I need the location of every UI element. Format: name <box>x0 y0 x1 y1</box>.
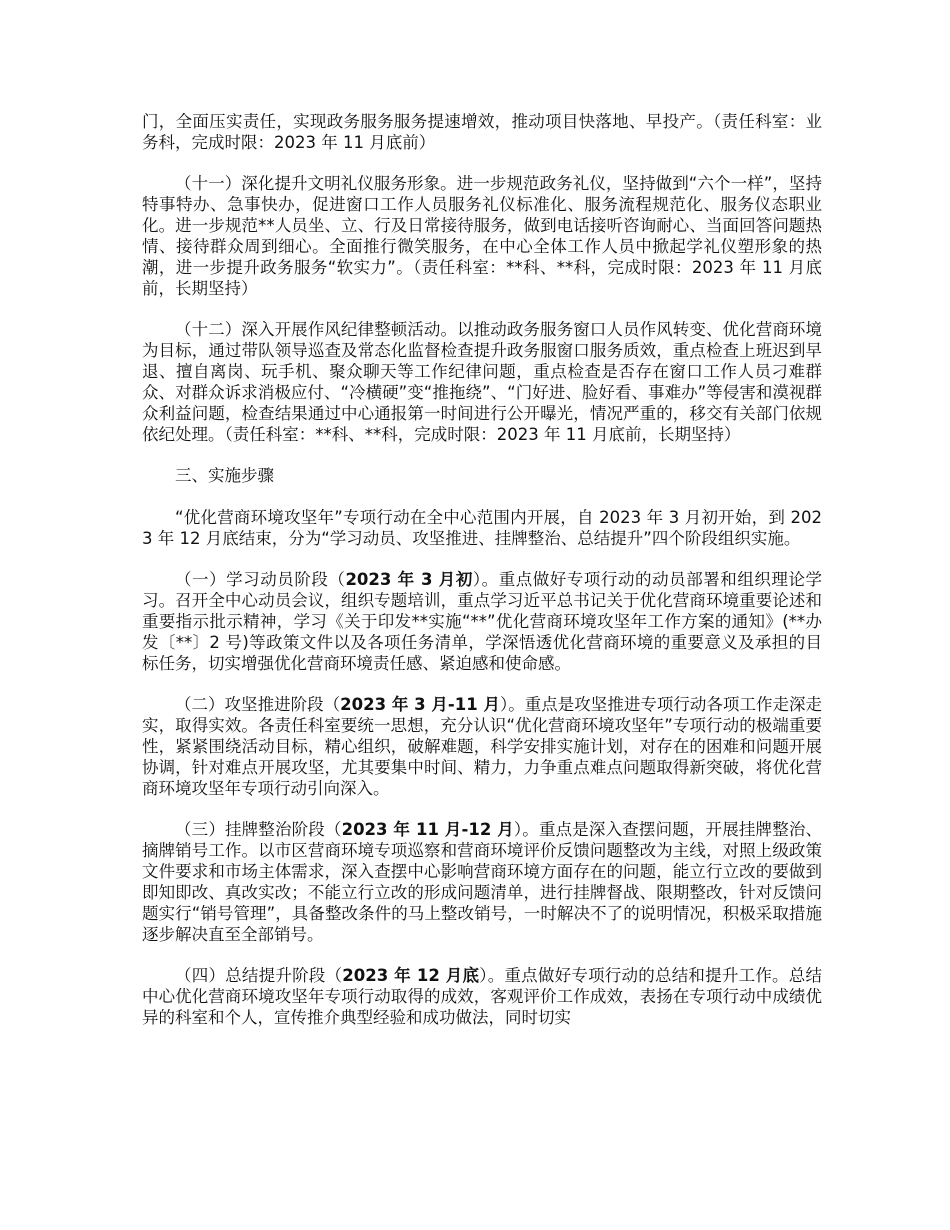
paragraph-stage-4 <box>142 965 822 1028</box>
section-heading-implementation-steps: 三、实施步骤 <box>175 466 274 485</box>
paragraph-stage-2 <box>142 694 822 799</box>
stage-3-date: 2023 年 11 月-12 月 <box>341 820 514 839</box>
document-page <box>142 111 822 1048</box>
paragraph-implementation-overview: “优化营商环境攻坚年”专项行动在全中心范围内开展，自 2023 年 3 月初开始，到 2023 年 12 月底结束，分为“学习动员、攻坚推进、挂牌整治、总结提升”四个阶段组织实施。 <box>142 508 822 548</box>
stage-1-text: ）。重点做好专项行动的动员部署和组织理论学习。召开全中心动员会议，组织专题培训，重点学习近平总书记关于优化营商环境重要论述和重要指示批示精神，学习《关于印发**实施“**”优化营商环境攻坚年工作方案的通知》(**办发〔**〕2 号)等政策文件以及各项任务清单，学深悟透优化营商环境的重要意义及承担的目标任务，切实增强优化营商环境责任感、紧迫感和使命感。 <box>142 570 823 673</box>
stage-4-lead: （四）总结提升阶段（ <box>175 966 343 985</box>
stage-3-lead: （三）挂牌整治阶段（ <box>175 820 342 839</box>
stage-3-text: ）。重点是深入查摆问题，开展挂牌整治、摘牌销号工作。以市区营商环境专项巡察和营商环境评价反馈问题整改为主线，对照上级政策文件要求和市场主体需求，深入查摆中心影响营商环境方面存在的问题，能立行立改的要做到即知即改、真改实改；不能立行立改的形成问题清单，进行挂牌督战、限期整改，针对反馈问题实行“销号管理”，具备整改条件的马上整改销号，一时解决不了的说明情况，积极采取措施逐步解决直至全部销号。 <box>142 820 823 944</box>
stage-1-date: 2023 年 3 月初 <box>345 570 473 589</box>
paragraph-stage-3 <box>142 819 822 945</box>
paragraph-item-11: （十一）深化提升文明礼仪服务形象。进一步规范政务礼仪，坚持做到“六个一样”，坚持特事特办、急事快办，促进窗口工作人员服务礼仪标准化、服务流程规范化、服务仪态职业化。进一步规范**人员坐、立、行及日常接待服务，做到电话接听咨询耐心、当面回答问题热情、接待群众周到细心。全面推行微笑服务，在中心全体工作人员中掀起学礼仪塑形象的热潮，进一步提升政务服务“软实力”。（责任科室：**科、**科，完成时限：2023 年 11 月底前，长期坚持） <box>142 174 822 298</box>
stage-2-lead: （二）攻坚推进阶段（ <box>175 695 341 714</box>
paragraph-item-12: （十二）深入开展作风纪律整顿活动。以推动政务服务窗口人员作风转变、优化营商环境为目标，通过带队领导巡查及常态化监督检查提升政务服窗口服务质效，重点检查上班迟到早退、擅自离岗、玩手机、聚众聊天等工作纪律问题，重点检查是否存在窗口工作人员刁难群众、对群众诉求消极应付、“冷横硬”变“推拖绕”、“门好进、脸好看、事难办”等侵害和漠视群众利益问题，检查结果通过中心通报第一时间进行公开曝光，情况严重的，移交有关部门依规依纪处理。（责任科室：**科、**科，完成时限：2023 年 11 月底前，长期坚持） <box>142 320 822 444</box>
stage-4-text: ）。重点做好专项行动的总结和提升工作。总结中心优化营商环境攻坚年专项行动取得的成效，客观评价工作成效，表扬在专项行动中成绩优异的科室和个人，宣传推介典型经验和成功做法，同时切实 <box>142 966 823 1027</box>
paragraph-stage-1 <box>142 569 822 674</box>
stage-1-lead: （一）学习动员阶段（ <box>175 570 346 589</box>
stage-4-date: 2023 年 12 月底 <box>342 966 480 985</box>
paragraph-continuation: 门，全面压实责任，实现政务服务服务提速增效，推动项目快落地、早投产。（责任科室：业务科，完成时限：2023 年 11 月底前） <box>142 112 822 152</box>
stage-2-date: 2023 年 3 月-11 月 <box>340 695 500 714</box>
stage-2-text: ）。重点是攻坚推进专项行动各项工作走深走实，取得实效。各责任科室要统一思想，充分认识“优化营商环境攻坚年”专项行动的极端重要性，紧紧围绕活动目标，精心组织，破解难题，科学安排实施计划，对存在的困难和问题开展协调，针对难点开展攻坚，尤其要集中时间、精力，力争重点难点问题取得新突破，将优化营商环境攻坚年专项行动引向深入。 <box>142 695 823 798</box>
